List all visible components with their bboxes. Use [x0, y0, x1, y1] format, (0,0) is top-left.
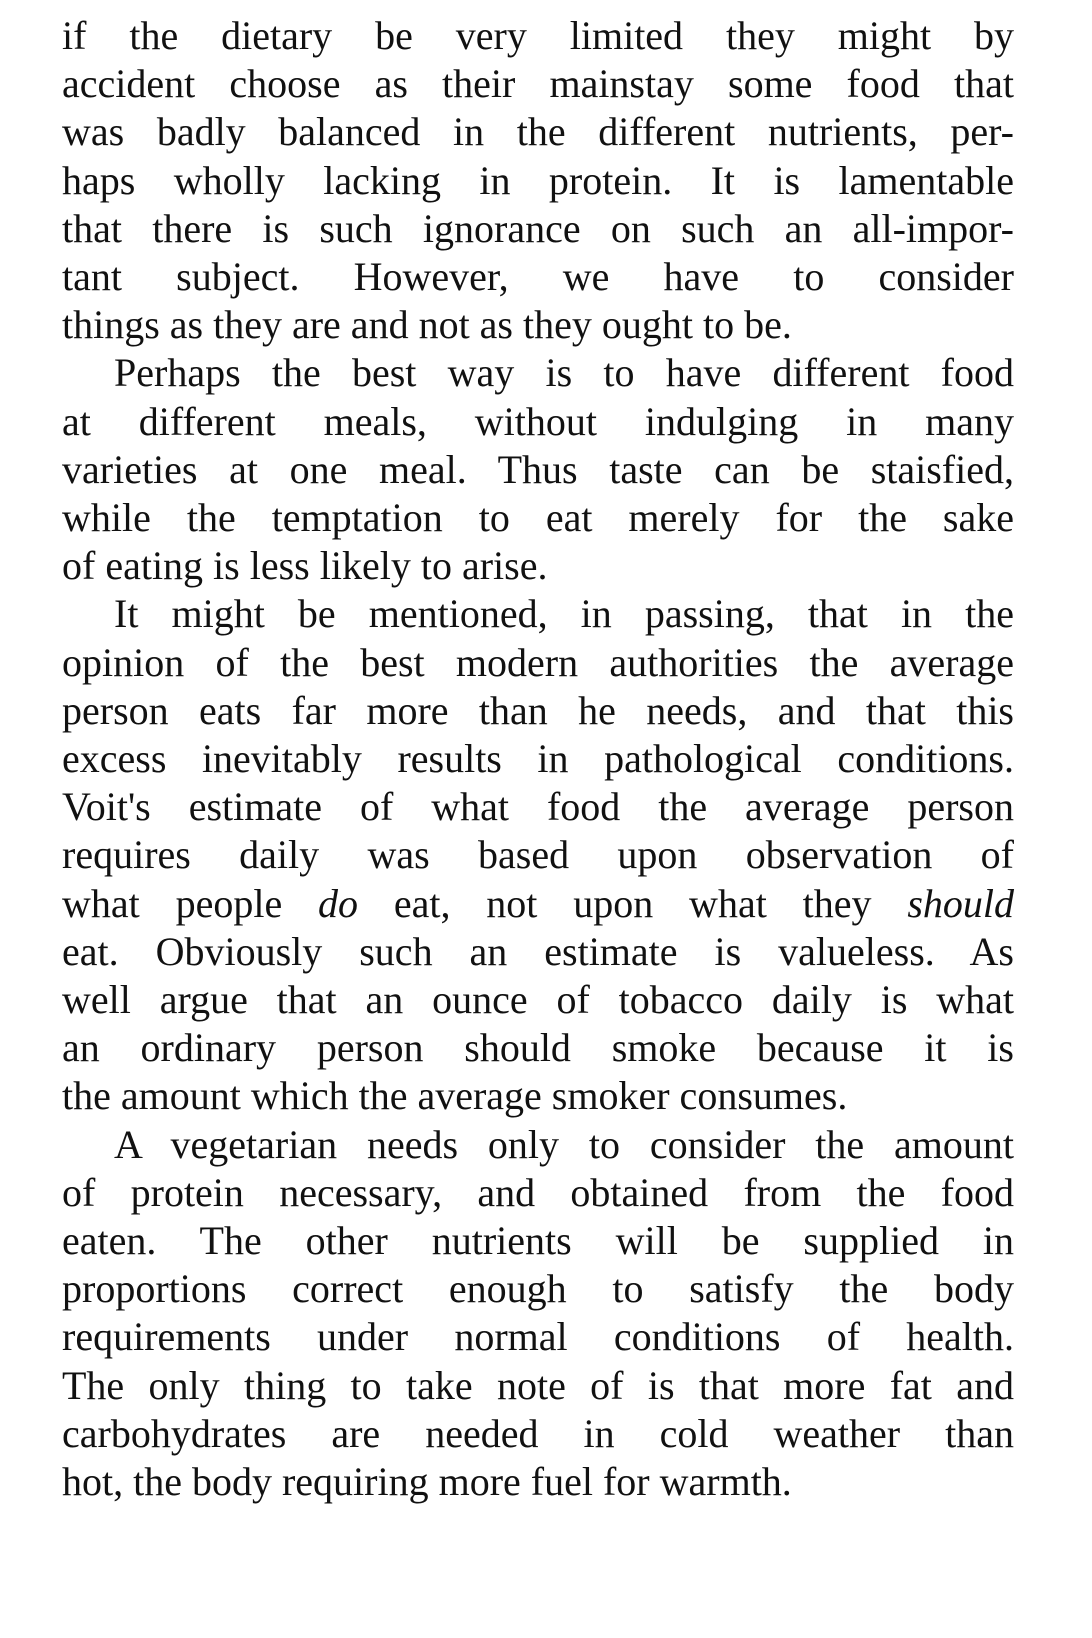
text-line [62, 928, 1014, 976]
text-line [62, 1072, 1014, 1120]
text-line [62, 12, 1014, 60]
text-line [62, 1458, 1014, 1506]
text-line [62, 735, 1014, 783]
text-line [62, 205, 1014, 253]
text-segment: A vegetarian needs only to consider the amount [114, 1121, 1014, 1167]
text-segment: person eats far more than he needs, and that this [62, 687, 1014, 733]
text-line [62, 542, 1014, 590]
text-segment: eaten. The other nutrients will be supplied in [62, 1218, 1014, 1264]
text-line [62, 349, 1014, 397]
text-line [62, 398, 1014, 446]
paragraph [62, 12, 1014, 349]
text-line [62, 108, 1014, 156]
text-line [62, 1362, 1014, 1410]
text-segment: that there is such ignorance on such an all-impor- [62, 205, 1014, 251]
text-line [62, 446, 1014, 494]
text-segment: hot, the body requiring more fuel for warmth. [62, 1459, 792, 1505]
text-segment: haps wholly lacking in protein. It is lamentable [62, 157, 1014, 203]
text-segment: requirements under normal conditions of health. [62, 1314, 1014, 1360]
text-line [62, 1169, 1014, 1217]
text-segment: carbohydrates are needed in cold weather than [62, 1410, 1014, 1456]
text-segment: the amount which the average smoker consumes. [62, 1073, 848, 1119]
text-segment: varieties at one meal. Thus taste can be staisfied, [62, 446, 1014, 492]
text-segment: excess inevitably results in pathological conditions. [62, 736, 1014, 782]
text-line [62, 301, 1014, 349]
paragraph [62, 349, 1014, 590]
text-segment: while the temptation to eat merely for the sake [62, 495, 1014, 541]
text-segment: proportions correct enough to satisfy the body [62, 1266, 1014, 1312]
text-line [62, 831, 1014, 879]
emphasized-word: should [907, 880, 1015, 926]
emphasized-word: do [318, 880, 359, 926]
text-segment: an ordinary person should smoke because it is [62, 1025, 1014, 1071]
book-page-text [62, 12, 1014, 1506]
text-line [62, 1313, 1014, 1361]
text-segment: eat, not upon what they [358, 880, 908, 926]
text-line [62, 157, 1014, 205]
text-line [62, 687, 1014, 735]
text-line [62, 60, 1014, 108]
text-segment: of eating is less likely to arise. [62, 543, 548, 589]
text-line [62, 1121, 1014, 1169]
text-line [62, 1265, 1014, 1313]
text-line [62, 639, 1014, 687]
text-segment: of protein necessary, and obtained from the food [62, 1169, 1014, 1215]
text-segment: requires daily was based upon observation of [62, 832, 1014, 878]
text-line [62, 1410, 1014, 1458]
text-line [62, 253, 1014, 301]
text-segment: Voit's estimate of what food the average person [62, 784, 1014, 830]
text-segment: The only thing to take note of is that more fat and [62, 1362, 1014, 1408]
text-line [62, 590, 1014, 638]
text-segment: It might be mentioned, in passing, that in the [114, 591, 1014, 637]
text-line [62, 880, 1014, 928]
text-segment: Perhaps the best way is to have different food [114, 350, 1014, 396]
text-segment: what people [62, 880, 319, 926]
text-segment: at different meals, without indulging in many [62, 398, 1014, 444]
text-segment: if the dietary be very limited they might by [62, 13, 1014, 58]
text-segment: was badly balanced in the different nutrients, per- [62, 109, 1014, 155]
text-segment: opinion of the best modern authorities the average [62, 639, 1014, 685]
text-line [62, 976, 1014, 1024]
text-line [62, 1024, 1014, 1072]
text-line [62, 1217, 1014, 1265]
paragraph [62, 1121, 1014, 1507]
text-line [62, 494, 1014, 542]
paragraph [62, 590, 1014, 1120]
text-segment: tant subject. However, we have to consider [62, 254, 1014, 300]
text-line [62, 783, 1014, 831]
text-segment: things as they are and not as they ought to be. [62, 302, 792, 348]
text-segment: well argue that an ounce of tobacco daily is what [62, 977, 1014, 1023]
text-segment: accident choose as their mainstay some food that [62, 61, 1014, 107]
text-segment: eat. Obviously such an estimate is valueless. As [62, 928, 1014, 974]
